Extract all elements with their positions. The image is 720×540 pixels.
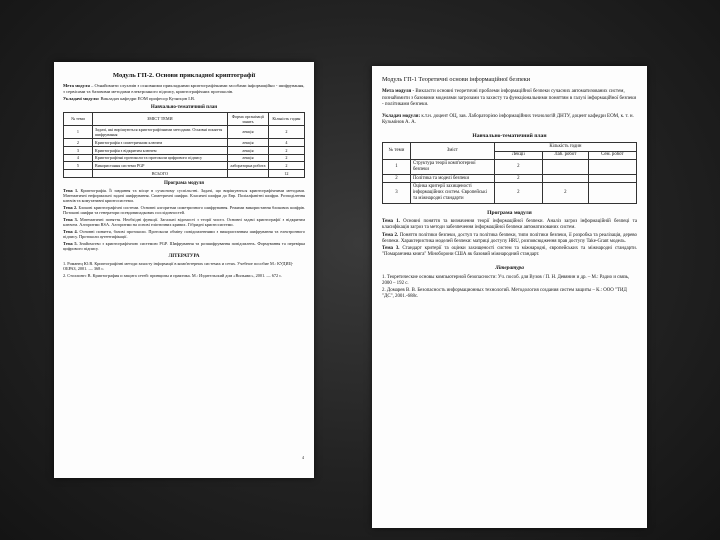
program-topic	[382, 219, 637, 231]
program-topic	[63, 229, 305, 239]
program-topic	[63, 188, 305, 204]
program-topic	[382, 233, 637, 245]
topic-text: Основні поняття, базові протоколи. Протоколи обміну повідомленнями з використанням шифрування та електронного підпису. Протоколи аутентифікації.	[63, 228, 306, 240]
topic-label: Тема 2.	[63, 205, 78, 211]
table-cell	[227, 170, 268, 178]
program-topic	[63, 205, 305, 215]
topic-text: Блокові криптографічні системи. Основні алгоритми симетричного шифрування. Режими використання блокових шифрів. Потокові шифри та генератори псевдовипадкових послідовностей.	[63, 205, 306, 216]
table-cell: лекція	[227, 139, 268, 147]
author-label: Укладач модуля:	[382, 113, 421, 119]
topic-label: Тема 5.	[63, 240, 78, 246]
table-header-row	[383, 142, 637, 151]
author-text: Викладач кафедри ЕОМ професор Кузнєцов І.В.	[100, 96, 196, 101]
module-author	[382, 114, 637, 127]
table-cell: 5	[64, 162, 93, 170]
plan-title: Навчально-тематичний план	[150, 105, 218, 110]
topic-label: Тема 1.	[63, 187, 79, 193]
table-header-cell: Лаб. робот	[543, 151, 589, 160]
topic-text: Основні поняття та визначення теорії інформаційної безпеки. Аналіз загроз інформаційній безпеці та класифікація загроз та методи забезпечення інформаційної безпеки автоматизованих систем.	[382, 218, 637, 231]
table-row	[64, 162, 305, 170]
module-goal: Мета модуля – Ознайомити слухачів з основними прикладними криптографічними засобами інформаційно - шифрування, з сервісами та базовими методами електронного підпису, криптографічних протоколів.	[63, 83, 305, 94]
module-title: Модуль ГП-2. Основи прикладної криптографії	[112, 72, 256, 79]
table-row	[64, 146, 305, 154]
program-topic	[63, 241, 305, 251]
table-row	[383, 160, 637, 175]
module-author	[63, 96, 305, 102]
table-row	[64, 154, 305, 162]
module-goal	[382, 89, 637, 109]
table-cell: Оцінка критерії захищеності інформаційних систем. Європейські та міжнародні стандарти	[410, 183, 494, 204]
table-cell	[543, 174, 589, 183]
topic-text: Поняття політики безпеки, доступ та політика безпеки, типи політики безпеки, її розробка та реалізація, дерево безпеки. Характеристика моделей безпеки: матриці доступу HRU, розповсюдження прав доступу Take-Grant модель.	[382, 232, 637, 244]
table-cell	[588, 183, 636, 204]
goal-label: Мета модуля	[382, 89, 412, 94]
table-row	[383, 183, 637, 204]
table-cell: Використання системи PGP	[92, 162, 227, 170]
table-header-cell: Кількість годин	[268, 113, 304, 126]
topic-text: Криптографія. Її завдання та місце в сучасному суспільстві. Задачі, що вирішуються криптографічними методами. Математичні неформальні задачі шифрування. Симетричні шифри. Класичні шифри до Евр. Поліалфавітні шифри. Розподілення ключів та комутативні криптосистеми.	[63, 187, 306, 204]
literature-item: 1. Романец Ю.В. Криптографічні методи захисту інформації в комп'ютерних системах и сетях. Учебное пособие М.: КУДИЦ-ОБРАЗ, 2001. — 368 с.	[63, 261, 294, 272]
table-cell: Криптографія з симетричним ключем	[92, 139, 227, 147]
table-cell: Криптографічні протоколи та протоколи цифрового підпису	[92, 154, 227, 162]
table-header-cell: Сем. робот	[588, 151, 636, 160]
topic-text: Стандарт критерії та оцінки захищеності систем та міжнародні, європейських та міжнародні стандарти. "Помаранчева книга" Міноборони США як базовий міжнародний стандарт.	[382, 246, 637, 258]
table-header-cell: Форма організації занять	[227, 113, 268, 126]
table-cell: 2	[494, 160, 542, 175]
module-title: Модуль ГП-1 Теоретичні основи інформаційної безпеки	[382, 76, 531, 83]
thematic-plan-table	[382, 142, 637, 204]
program-topic	[382, 246, 637, 258]
table-cell: 2	[543, 183, 589, 204]
table-cell: лекція	[227, 146, 268, 154]
table-cell: 1	[383, 160, 411, 175]
goal-text: - Викласти основні теоретичні проблеми інформаційної безпеки сучасних автоматизованих систем, познайомити з базовими моделями загрозами та захисту та функціональними поняттям в галузі інформаційної безпеки - політиками безпеки.	[382, 89, 637, 108]
table-header-row	[64, 113, 305, 126]
table-row	[64, 139, 305, 147]
plan-title: Навчально-тематичний план	[472, 132, 547, 139]
topic-text: Математичні поняття. Необхідні функції. Загальні відомості з теорії чисел. Основні задачі криптографії з відкритим ключем. Алгоритми RSA. Алгоритми на основі еліптичних кривих. Гібридні криптосистеми.	[63, 217, 306, 228]
table-cell: 2	[64, 139, 93, 147]
table-total-row	[64, 170, 305, 178]
table-cell: 2	[383, 174, 411, 183]
topic-label: Тема 2.	[382, 232, 399, 238]
table-cell	[588, 174, 636, 183]
topic-label: Тема 3.	[382, 246, 400, 252]
table-header-cell: № теми	[383, 142, 411, 159]
table-header-cell: № теми	[64, 113, 93, 126]
table-cell: Криптографія з відкритим ключем	[92, 146, 227, 154]
table-cell: 3	[64, 146, 93, 154]
table-cell: 2	[494, 174, 542, 183]
table-cell: 2	[268, 162, 304, 170]
right-document-page	[372, 66, 647, 528]
literature-item: 2. Домарев В. В. Безопасность информационных технологий. Методология создания систем защиты – К.: ООО "ТИД "ДС", 2001.-688с.	[382, 287, 627, 299]
table-header-cell: Зміст	[410, 142, 494, 159]
table-header-cell: Лекції	[494, 151, 542, 160]
table-cell: 2	[268, 126, 304, 139]
table-cell: лекція	[227, 126, 268, 139]
table-cell	[543, 160, 589, 175]
goal-label: Мета модуля	[63, 83, 90, 88]
literature-title: Література	[495, 264, 524, 271]
thematic-plan-table	[63, 112, 305, 178]
table-cell: 2	[268, 154, 304, 162]
program-title: Програма модуля	[487, 209, 532, 216]
topic-label: Тема 1.	[382, 218, 400, 224]
table-cell: лабораторна робота	[227, 162, 268, 170]
topic-label: Тема 4.	[63, 228, 78, 234]
table-cell: Структура теорії комп'ютерної безпеки	[410, 160, 494, 175]
total-label: ВСЬОГО	[92, 170, 227, 178]
table-header-cell: ЗМІСТ ТЕМИ	[92, 113, 227, 126]
table-cell: лекція	[227, 154, 268, 162]
program-title: Програма модуля	[164, 180, 204, 186]
author-label: Укладачі модуля:	[63, 96, 100, 101]
total-value: 12	[268, 170, 304, 178]
table-row	[64, 126, 305, 139]
table-cell	[64, 170, 93, 178]
table-cell: 4	[64, 154, 93, 162]
table-cell: 1	[64, 126, 93, 139]
table-cell: 3	[383, 183, 411, 204]
literature-item: 2. Столлингс В. Криптография и защита сетей: принципы и практика. М.: Издательский дом «Вильямс», 2001. — 672 с.	[63, 272, 283, 278]
page-number: 4	[302, 455, 304, 460]
author-text: к.т.н. доцент ОЦ, зав. Лабораторією інформаційних технологій ДНТУ, доцент кафедри ЕОМ, к. т. н. Кузьмінов А. А.	[382, 113, 634, 126]
table-cell	[588, 160, 636, 175]
goal-text: Ознайомити слухачів з основними прикладними криптографічними засобами інформаційно - шифрування, з сервісами та базовими методами електронного підпису, криптографічних протоколів.	[63, 83, 305, 94]
table-cell: Задачі, які вирішуються криптографічними методами. Основні поняття шифрування	[92, 126, 227, 139]
literature-title: ЛІТЕРАТУРА	[168, 254, 200, 260]
literature-item: 1. Теоретические основы компьютерной безопасности: Уч. пособ. для Вузов / П. Н. Девянин и др. – М.: Радио и связь, 2000 – 192 с.	[382, 274, 630, 286]
table-cell: Політика та моделі безпеки	[410, 174, 494, 183]
topic-text: Знайомство з криптографічною системою PGP. Шифрування та розшифрування повідомлень. Формування та перевірка цифрового підпису.	[63, 240, 306, 252]
program-topic	[63, 217, 305, 227]
topic-label: Тема 3.	[63, 217, 78, 222]
table-header-cell: Кількість годин	[494, 142, 636, 151]
table-cell: 4	[268, 139, 304, 147]
table-row	[383, 174, 637, 183]
table-cell: 2	[268, 146, 304, 154]
table-cell: 2	[494, 183, 542, 204]
left-document-page	[54, 62, 314, 478]
